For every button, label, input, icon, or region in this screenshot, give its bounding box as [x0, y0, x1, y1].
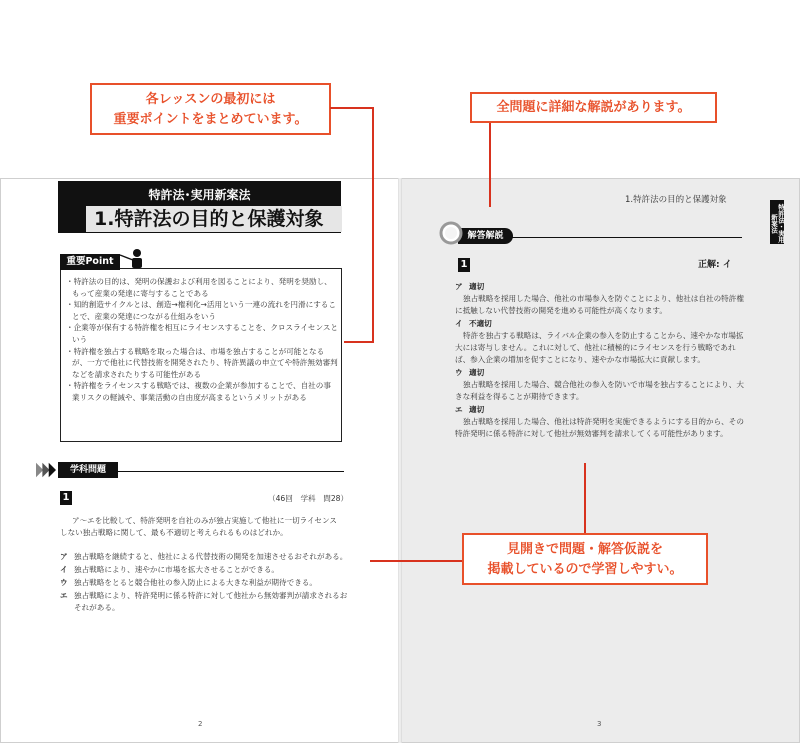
answer-text: 特許を独占する戦略は、ライバル企業の参入を防止することから、速やかな市場拡大には寄与しません。これに対して、他社に積極的にライセンスを行う戦略であれば、参入企業の増加を促すことになり、速やかな市場拡大に貢献します。: [455, 331, 744, 364]
key-point-item: ・ 特許法の目的は、発明の保護および利用を図ることにより、発明を奨励し、もって産業の発達に寄与することである: [66, 276, 338, 299]
question-intro: ア～エを比較して、特許発明を自社のみが独占実施して他社に一切ライセンスしない独占戦略に関して、最も不適切と考えられるものはどれか。: [60, 516, 337, 537]
option-item: [60, 577, 350, 589]
page-number-right: 3: [597, 720, 602, 728]
option-text: 独占戦略により、速やかに市場を拡大させることができる。: [74, 565, 280, 574]
option-label: イ: [60, 565, 68, 574]
answer-text: 独占戦略を採用した場合、競合他社の参入を防いで市場を独占することにより、大きな利益を得ることが期待できます。: [455, 380, 744, 401]
answer-label-letter: エ: [455, 405, 463, 414]
callout-key-points: [90, 83, 331, 135]
answer-heading: [455, 404, 745, 416]
book-gutter: [398, 178, 402, 743]
option-item: [60, 551, 350, 563]
chapter-side-tab: 特許法・実用新案法: [770, 200, 784, 244]
answer-label-letter: ア: [455, 282, 463, 291]
option-label: ア: [60, 552, 68, 561]
answer-verdict: 適切: [469, 368, 485, 377]
magnifier-icon: [438, 220, 464, 246]
callout-detailed-explanations-text: 全問題に詳細な解説があります。: [496, 100, 691, 115]
answer-text: 独占戦略を採用した場合、他社は特許発明を実施できるようにする目的から、その特許発明に係る特許に対して他社が無効審判を請求してくる可能性があります。: [455, 417, 744, 438]
key-points-list: [66, 276, 338, 404]
answer-heading: [455, 367, 745, 379]
answer-verdict: 不適切: [469, 319, 492, 328]
chapter-title: 特許法･実用新案法: [148, 188, 251, 202]
option-label: エ: [60, 591, 68, 600]
option-label: ウ: [60, 578, 68, 587]
correct-answer: 正解: イ: [698, 260, 732, 270]
teacher-icon: [118, 247, 146, 269]
connector-line: [330, 107, 374, 109]
callout-key-points-line2: 重要ポイントをまとめています。: [113, 112, 308, 127]
answer-label: 解答解説: [458, 228, 513, 244]
section-arrow-icon: [36, 462, 56, 478]
option-item: [60, 564, 350, 576]
answer-explanations: [455, 280, 745, 440]
option-item: [60, 590, 350, 614]
connector-line: [584, 463, 586, 533]
key-point-item: ・ 知的創造サイクルとは、創造→権利化→活用という一連の流れを円滑にすることで、産業の発達につながる仕組みをいう: [66, 299, 338, 322]
answer-label-letter: ウ: [455, 368, 463, 377]
answer-number-badge: 1: [458, 258, 470, 272]
section-divider: [118, 471, 344, 472]
connector-line: [372, 107, 374, 343]
answer-heading: [455, 318, 745, 330]
answer-verdict: 適切: [469, 282, 485, 291]
callout-spread-layout-line2: 掲載しているので学習しやすい。: [487, 562, 683, 577]
page-number-left: 2: [198, 720, 203, 728]
connector-line: [489, 123, 491, 207]
question-source: （46回 学科 問28）: [268, 494, 349, 503]
section-label: 学科問題: [58, 462, 118, 478]
option-text: 独占戦略をとると競合他社の参入防止による大きな利益が期待できる。: [74, 578, 317, 587]
answer-verdict: 適切: [469, 405, 485, 414]
option-text: 独占戦略を継続すると、他社による代替技術の開発を加速させるおそれがある。: [74, 552, 348, 561]
answer-heading: [455, 281, 745, 293]
key-point-item: ・ 特許権をライセンスする戦略では、複数の企業が参加することで、自社の事業リスクの軽減や、事業活動の自由度が高まるというメリットがある: [66, 380, 338, 403]
question-number-badge: 1: [60, 491, 72, 505]
key-points-label: 重要Point: [60, 254, 120, 270]
running-head: 1.特許法の目的と保護対象: [625, 195, 727, 205]
callout-spread-layout: [462, 533, 708, 585]
answer-divider: [510, 237, 742, 238]
connector-line: [344, 341, 374, 343]
answer-text: 独占戦略を採用した場合、他社の市場参入を防ぐことにより、他社は自社の特許権に抵触しない代替技術の開発を進める可能性が高くなります。: [455, 294, 744, 315]
question-options: [60, 551, 350, 615]
answer-label-letter: イ: [455, 319, 463, 328]
option-text: 独占戦略により、特許発明に係る特許に対して他社から無効審判が請求されるおそれがある。: [74, 591, 348, 612]
connector-line: [370, 560, 462, 562]
callout-key-points-line1: 各レッスンの最初には: [145, 92, 276, 107]
callout-detailed-explanations: [470, 92, 717, 123]
lesson-title: 1.特許法の目的と保護対象: [86, 206, 342, 232]
key-point-item: ・ 企業等が保有する特許権を相互にライセンスすることを、クロスライセンスという: [66, 322, 338, 345]
key-point-item: ・ 特許権を独占する戦略を取った場合は、市場を独占することが可能となるが、一方で他社に代替技術を開発されたり、特許異議の申立てや特許無効審判などを請求されたりする可能性がある: [66, 346, 338, 381]
callout-spread-layout-line1: 見開きで問題・解答仮説を: [506, 542, 663, 557]
